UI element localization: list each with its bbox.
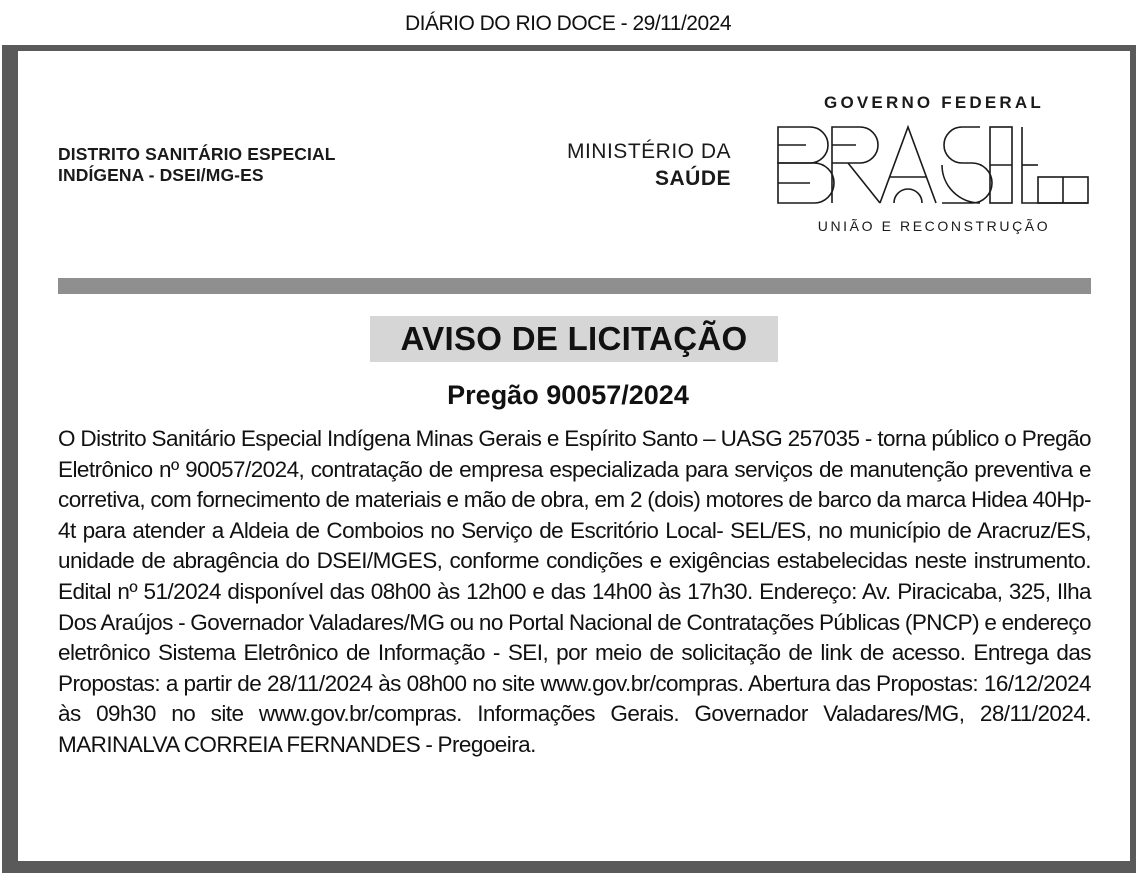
ministry-line-2: SAÚDE (654, 167, 731, 190)
section-divider (58, 278, 1091, 294)
frame-right-edge (1130, 45, 1136, 873)
organization-line-1: DISTRITO SANITÁRIO ESPECIAL (58, 144, 336, 164)
notice-subtitle: Pregão 90057/2024 (447, 380, 689, 410)
notice-title: AVISO DE LICITAÇÃO (370, 316, 778, 362)
organization-line-2: INDÍGENA - DSEI/MG-ES (58, 165, 264, 185)
government-logo-bottom-text: UNIÃO E RECONSTRUÇÃO (817, 218, 1051, 234)
notice-body-text: O Distrito Sanitário Especial Indígena Minas Gerais e Espírito Santo – UASG 257035 - torna público o Pregão Eletrônico nº 90057/2024, contratação de empresa especializada para serviços de manutenção preventiva e corretiva, com fornecimento de materiais e mão de obra, em 2 (dois) motores de barco da marca Hidea 40Hp-4t para atender a Aldeia de Comboios no Serviço de Escritório Local- SEL/ES, no município de Aracruz/ES, unidade de abragência do DSEI/MGES, conforme condições e exigências estabelecidas neste instrumento. Edital nº 51/2024 disponível das 08h00 às 12h00 e das 14h00 às 17h30. Endereço: Av. Piracicaba, 325, Ilha Dos Araújos - Governador Valadares/MG ou no Portal Nacional de Contratações Públicas (PNCP) e endereço eletrônico Sistema Eletrônico de Informação - SEI, por meio de solicitação de link de acesso. Entrega das Propostas: a partir de 28/11/2024 às 08h00 no site www.gov.br/compras. Abertura das Propostas: 16/12/2024 às 09h30 no site www.gov.br/compras. Informações Gerais. Governador Valadares/MG, 28/11/2024. MARINALVA CORREIA FERNANDES - Pregoeira. (58, 426, 1091, 757)
government-logo-top-text: GOVERNO FEDERAL (824, 93, 1044, 112)
publication-header: DIÁRIO DO RIO DOCE - 29/11/2024 (404, 12, 732, 35)
ministry-line-1: MINISTÉRIO DA (566, 140, 731, 163)
ministry-logo (567, 138, 731, 192)
brasil-wordmark-logo (776, 125, 1090, 205)
organization-name (58, 144, 336, 186)
